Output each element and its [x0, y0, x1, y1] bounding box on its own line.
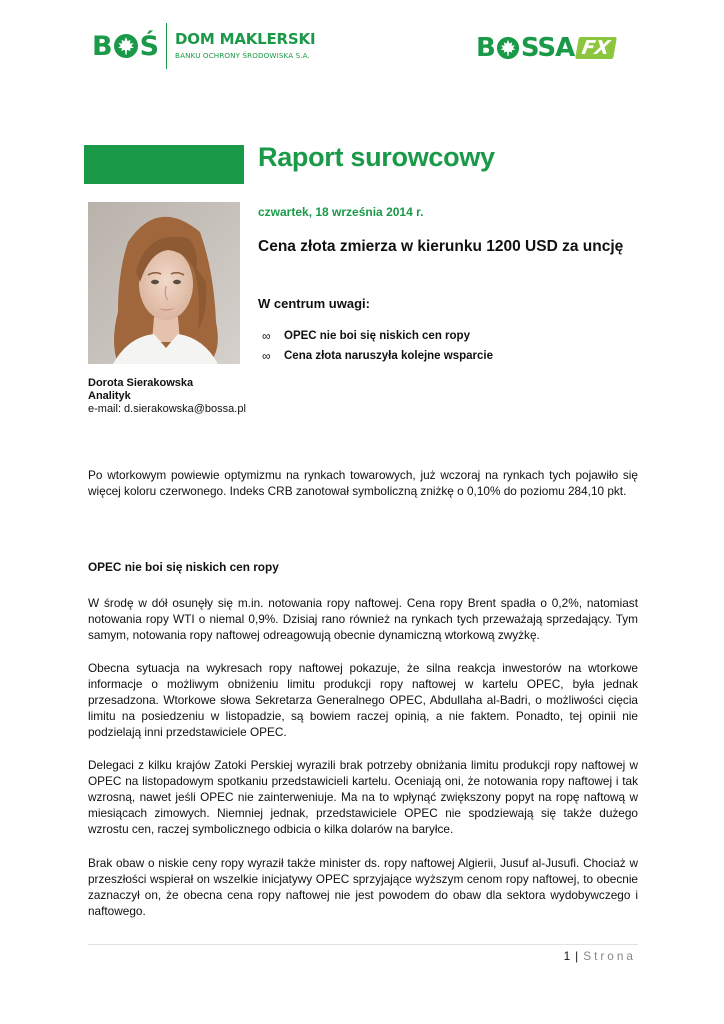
body-paragraph: Delegaci z kilku krajów Zatoki Perskiej wyrazili brak potrzeby obniżania limitu produkcji ropy naftowej w OPEC na listopadowym spotkaniu przedstawicieli kartelu. Oceniają oni, że notowania ropy naftowej i tak wzrosną, nawet jeśli OPEC nie zainterweniuje. Ma na to wpłynąć zwiększony popyt na ropę naftową w miesiącach zimowych. Niemniej jednak, przedstawiciele OPEC nie spodziewają się także dużego wzrostu cen, raczej symbolicznego odbicia o kilka dolarów na baryłce.: [88, 758, 638, 836]
section-heading: OPEC nie boi się niskich cen ropy: [88, 560, 279, 574]
bossa-logo-letters-ssa: SSA: [520, 33, 575, 63]
bossa-logo-letter-b: B: [476, 33, 495, 63]
bos-logo-title: DOM MAKLERSKI: [175, 30, 316, 48]
author-name: Dorota Sierakowska: [88, 377, 194, 389]
logo-divider: [166, 23, 167, 69]
author-photo: [88, 202, 240, 364]
list-item: [262, 326, 493, 346]
footer-divider: [88, 944, 638, 945]
maple-leaf-icon: [496, 36, 520, 60]
list-item: [262, 346, 493, 366]
infinity-bullet-icon: ∞: [262, 329, 271, 343]
author-role: Analityk: [88, 390, 131, 402]
bos-logo-subtitle: BANKU OCHRONY ŚRODOWISKA S.A.: [175, 51, 310, 60]
footer-separator: |: [575, 949, 579, 963]
intro-paragraph: Po wtorkowym powiewie optymizmu na rynkach towarowych, już wczoraj na rynkach tych pojawiło się więcej koloru czerwonego. Indeks CRB zanotował symboliczną zniżkę o 0,10% do poziomu 284,10 pkt.: [88, 468, 638, 498]
page-label: Strona: [583, 949, 636, 963]
bullet-text: OPEC nie boi się niskich cen ropy: [284, 330, 470, 342]
author-info: [88, 377, 246, 416]
author-email[interactable]: e-mail: d.sierakowska@bossa.pl: [88, 403, 246, 415]
bos-logo-mark: [92, 31, 158, 62]
bos-logo-text: [175, 31, 315, 61]
body-paragraph: W środę w dół osunęły się m.in. notowania ropy naftowej. Cena ropy Brent spadła o 0,2%, natomiast notowania ropy WTI o niemal 0,9%. Dzisiaj rano również na rynkach tych przeważają sprzedający. Tym samym, notowania ropy naftowej odreagowują obecnie dynamiczną wtorkową zwyżkę.: [88, 596, 638, 642]
body-paragraph: Obecna sytuacja na wykresach ropy naftowej pokazuje, że silna reakcja inwestorów na wtorkowe informacje o możliwym obniżeniu limitu produkcji ropy naftowej w kartelu OPEC, była jednak przesadzona. Wtorkowe słowa Sekretarza Generalnego OPEC, Abdullaha al-Badri, o możliwości cięcia limitu na posiedzeniu w listopadzie, są bowiem raczej opinią, a nie faktem. Ponadto, tej opinii nie podzielają inni przedstawiciele OPEC.: [88, 661, 638, 739]
fx-badge: FX: [575, 37, 617, 59]
bos-logo: [92, 22, 315, 70]
portrait-image: [88, 202, 240, 364]
bos-logo-letter-b: B: [92, 30, 112, 62]
page-footer: [564, 949, 636, 963]
bossa-logo-mark: [476, 33, 574, 63]
focus-heading: W centrum uwagi:: [258, 296, 370, 311]
report-date: czwartek, 18 września 2014 r.: [258, 205, 424, 219]
bossa-fx-logo: [476, 30, 615, 66]
report-title: Raport surowcowy: [258, 142, 495, 172]
maple-leaf-icon: [113, 33, 139, 59]
focus-bullet-list: [262, 326, 493, 366]
bos-logo-letter-s: Ś: [139, 30, 159, 62]
report-headline: Cena złota zmierza w kierunku 1200 USD za uncję: [258, 238, 624, 255]
body-paragraph: Brak obaw o niskie ceny ropy wyraził także minister ds. ropy naftowej Algierii, Jusuf al-Jusufi. Chociaż w przeszłości wspierał on wszelkie inicjatywy OPEC sprzyjające wyższym cenom ropy naftowej, to obecnie zaznaczył on, że obecna cena ropy naftowej nie jest powodem do obaw dla sektora wydobywczego i naftowego.: [88, 856, 638, 918]
page-number: 1: [563, 949, 571, 963]
title-accent-bar: [84, 145, 244, 184]
infinity-bullet-icon: ∞: [262, 349, 271, 363]
bullet-text: Cena złota naruszyła kolejne wsparcie: [284, 350, 493, 362]
